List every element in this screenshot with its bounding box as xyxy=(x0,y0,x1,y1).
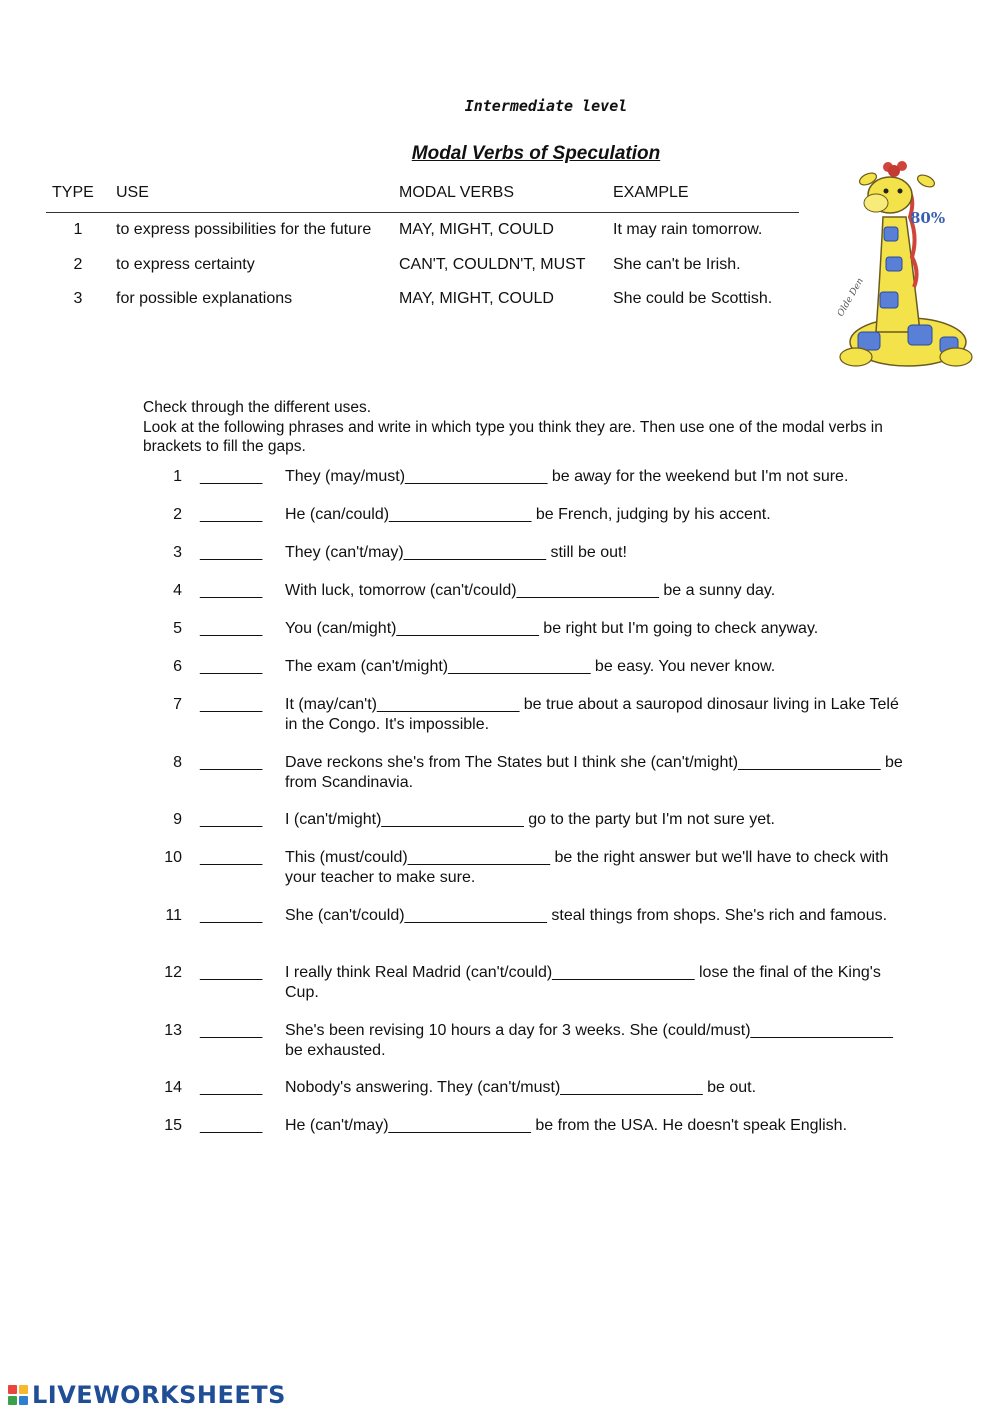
exercise-text: Nobody's answering. They (can't/must)________________ be out. xyxy=(285,1079,757,1096)
type-use: to express possibilities for the future xyxy=(116,221,372,239)
exercise-text: She (can't/could)________________ steal things from shops. She's rich and famous. xyxy=(285,907,888,924)
type-blank[interactable]: _______ xyxy=(200,754,263,771)
footer-logo[interactable] xyxy=(8,1380,286,1410)
page-title: Modal Verbs of Speculation xyxy=(411,143,661,164)
exercise-text: Dave reckons she's from The States but I think she (can't/might)________________ be from Scandinavia. xyxy=(285,754,903,791)
logo-blocks-icon xyxy=(8,1385,28,1405)
header-example: EXAMPLE xyxy=(607,182,799,213)
exercise-number: 5 xyxy=(173,620,182,637)
type-blank[interactable]: _______ xyxy=(200,907,263,924)
exercise-text: The exam (can't/might)________________ be easy. You never know. xyxy=(285,658,776,675)
instructions xyxy=(143,398,943,457)
type-number: 3 xyxy=(73,290,83,308)
exercise-number: 1 xyxy=(173,468,182,485)
exercise-text: I really think Real Madrid (can't/could)________________ lose the final of the King's Cup. xyxy=(285,964,881,1001)
exercise-number: 3 xyxy=(173,544,182,561)
logo-block xyxy=(8,1385,17,1394)
exercise-number: 4 xyxy=(173,582,182,599)
type-blank[interactable]: _______ xyxy=(200,964,263,981)
type-blank[interactable]: _______ xyxy=(200,506,263,523)
type-modal-verbs: MAY, MIGHT, COULD xyxy=(399,221,554,239)
giraffe-illustration xyxy=(828,157,978,372)
type-example: She could be Scottish. xyxy=(613,290,773,308)
table-row xyxy=(46,248,799,283)
exercise-text: She's been revising 10 hours a day for 3 weeks. She (could/must)________________ be exhausted. xyxy=(285,1022,893,1059)
type-number: 2 xyxy=(73,255,83,273)
exercise-number: 7 xyxy=(173,696,182,713)
exercise-text: They (may/must)________________ be away for the weekend but I'm not sure. xyxy=(285,468,849,485)
exercise-number: 11 xyxy=(165,907,182,924)
exercise-text: This (must/could)________________ be the right answer but we'll have to check with your teacher to make sure. xyxy=(285,849,889,886)
exercise-text: I (can't/might)________________ go to the party but I'm not sure yet. xyxy=(285,811,775,828)
type-blank[interactable]: _______ xyxy=(200,1079,263,1096)
type-blank[interactable]: _______ xyxy=(200,658,263,675)
exercise-number: 8 xyxy=(173,754,182,771)
exercise-number: 6 xyxy=(173,658,182,675)
type-blank[interactable]: _______ xyxy=(200,1117,263,1134)
exercise-text: He (can't/may)________________ be from the USA. He doesn't speak English. xyxy=(285,1117,848,1134)
exercise-text: They (can't/may)________________ still be out! xyxy=(285,544,627,561)
exercise-number: 14 xyxy=(164,1079,182,1096)
exercise-number: 9 xyxy=(173,811,182,828)
exercise-number: 10 xyxy=(164,849,182,866)
exercise-number: 2 xyxy=(173,506,182,523)
type-blank[interactable]: _______ xyxy=(200,1022,263,1039)
type-blank[interactable]: _______ xyxy=(200,620,263,637)
type-blank[interactable]: _______ xyxy=(200,849,263,866)
type-use: for possible explanations xyxy=(116,290,293,308)
exercise-text: It (may/can't)________________ be true about a sauropod dinosaur living in Lake Telé in the Congo. It's impossible. xyxy=(285,696,899,733)
type-modal-verbs: CAN'T, COULDN'T, MUST xyxy=(399,255,586,273)
type-use: to express certainty xyxy=(116,255,255,273)
table-header-row xyxy=(46,182,799,213)
exercise-number: 15 xyxy=(164,1117,182,1134)
types-table xyxy=(46,182,799,317)
type-blank[interactable]: _______ xyxy=(200,811,263,828)
type-example: It may rain tomorrow. xyxy=(613,221,763,239)
type-blank[interactable]: _______ xyxy=(200,582,263,599)
percent-badge: 80% xyxy=(910,209,946,227)
header-use: USE xyxy=(110,182,393,213)
type-number: 1 xyxy=(73,221,83,239)
exercise-text: He (can/could)________________ be French, judging by his accent. xyxy=(285,506,771,523)
exercise-number: 13 xyxy=(164,1022,182,1039)
type-example: She can't be Irish. xyxy=(613,255,741,273)
exercise-text: With luck, tomorrow (can't/could)________________ be a sunny day. xyxy=(285,582,776,599)
header-type: TYPE xyxy=(46,182,110,213)
instruction-line: Check through the different uses. xyxy=(143,399,372,416)
table-row xyxy=(46,282,799,317)
logo-block xyxy=(19,1385,28,1394)
logo-block xyxy=(19,1396,28,1405)
header-modal-verbs: MODAL VERBS xyxy=(393,182,607,213)
exercise-number: 12 xyxy=(164,964,182,981)
logo-block xyxy=(8,1396,17,1405)
type-blank[interactable]: _______ xyxy=(200,696,263,713)
exercise-text: You (can/might)________________ be right but I'm going to check anyway. xyxy=(285,620,819,637)
instruction-line: Look at the following phrases and write in which type you think they are. Then use one of the modal verbs in brackets to fill the gaps. xyxy=(143,418,883,455)
type-blank[interactable]: _______ xyxy=(200,544,263,561)
type-modal-verbs: MAY, MIGHT, COULD xyxy=(399,290,554,308)
artist-signature: Olde Den xyxy=(835,276,866,319)
type-blank[interactable]: _______ xyxy=(200,468,263,485)
brand-name: LIVEWORKSHEETS xyxy=(32,1381,286,1409)
level-label: Intermediate level xyxy=(464,97,628,115)
table-row xyxy=(46,213,799,248)
